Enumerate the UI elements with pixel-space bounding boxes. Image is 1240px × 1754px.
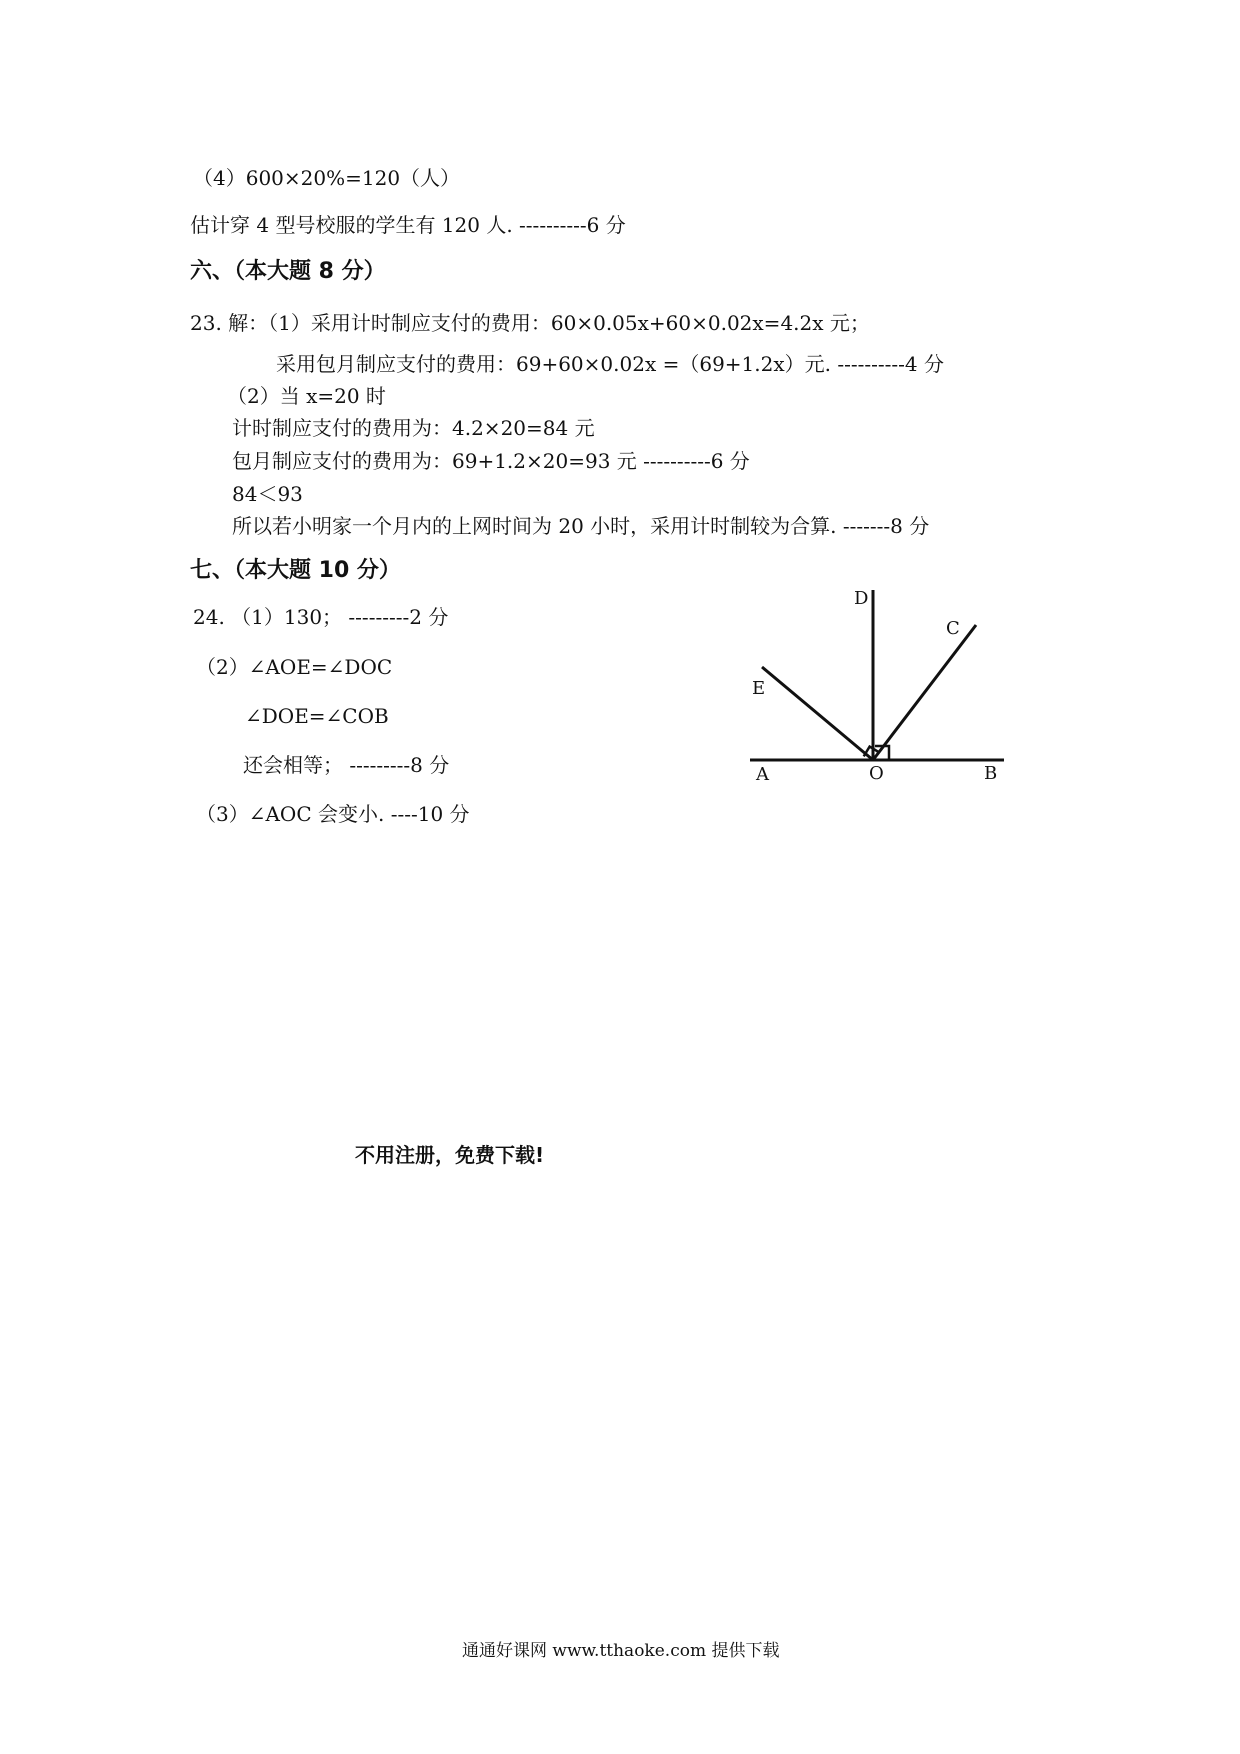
label-b: B [984, 763, 998, 784]
page-footer: 通通好课网 www.tthaoke.com 提供下载 [462, 1641, 780, 1661]
answer-line: 计时制应支付的费用为：4.2×20=84 元 [232, 416, 595, 440]
answer-line: 84＜93 [232, 482, 303, 506]
angle-diagram [740, 570, 1020, 790]
answer-line: （2）∠AOE=∠DOC [196, 655, 393, 679]
answer-line: 估计穿 4 型号校服的学生有 120 人. ----------6 分 [190, 213, 626, 237]
answer-line: 还会相等； ---------8 分 [243, 753, 450, 777]
label-e: E [752, 678, 766, 699]
answer-line: （3）∠AOC 会变小. ----10 分 [196, 802, 470, 826]
answer-line: 包月制应支付的费用为：69+1.2×20=93 元 ----------6 分 [232, 449, 750, 473]
section-heading: 六、（本大题 8 分） [190, 259, 386, 284]
answer-line: ∠DOE=∠COB [245, 704, 389, 728]
label-c: C [946, 618, 960, 639]
answer-line: （2）当 x=20 时 [227, 384, 386, 408]
answer-line: 23. 解：（1）采用计时制应支付的费用：60×0.05x+60×0.02x=4.2x 元； [190, 311, 870, 335]
section-heading: 七、（本大题 10 分） [190, 558, 401, 583]
answer-line: 采用包月制应支付的费用：69+60×0.02x =（69+1.2x）元. ----------4 分 [276, 352, 945, 376]
label-d: D [854, 588, 869, 609]
ray-oc [873, 625, 976, 760]
ray-oe [762, 667, 873, 760]
label-o: O [869, 763, 884, 784]
label-a: A [756, 764, 769, 785]
free-download-notice: 不用注册，免费下载! [355, 1143, 545, 1167]
answer-line: 所以若小明家一个月内的上网时间为 20 小时，采用计时制较为合算. -------8 分 [232, 514, 930, 538]
answer-line: 24. （1）130； ---------2 分 [193, 605, 449, 629]
answer-line: （4）600×20%=120（人） [193, 166, 461, 190]
